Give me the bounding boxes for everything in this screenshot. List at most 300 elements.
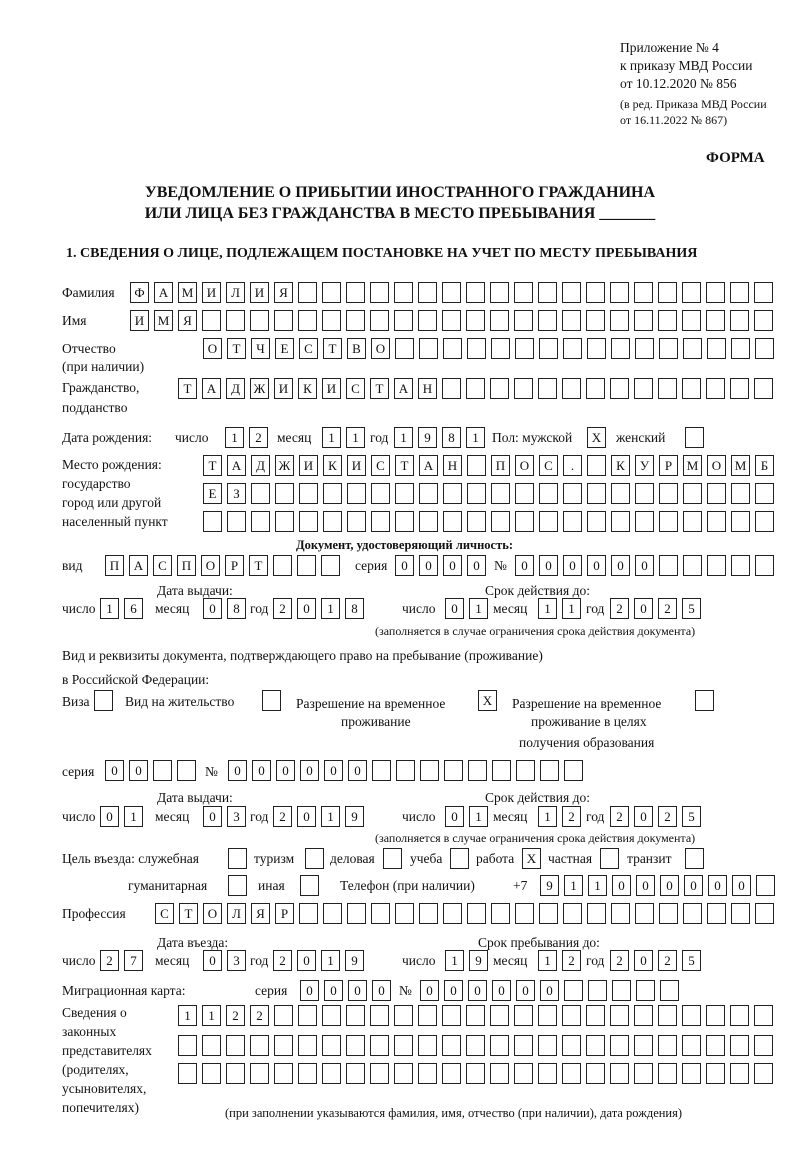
field-name-cell[interactable]	[298, 310, 317, 331]
field-citizenship-cell[interactable]: Ж	[250, 378, 269, 399]
field-name-cell[interactable]	[730, 310, 749, 331]
field-phone-cell[interactable]: 1	[588, 875, 607, 896]
field-birth-place2-cell[interactable]	[371, 483, 390, 504]
field-birth-place1-cell[interactable]: С	[539, 455, 558, 476]
field-birth-place2-cell[interactable]	[635, 483, 654, 504]
field-p-tourism-cell[interactable]	[305, 848, 324, 869]
field-citizenship-cell[interactable]: А	[394, 378, 413, 399]
field-mc-series-cell[interactable]: 0	[324, 980, 343, 1001]
field-mc-number-cell[interactable]	[588, 980, 607, 1001]
field-right-issue-year-cell[interactable]: 1	[321, 806, 340, 827]
field-patronymic-cell[interactable]: Т	[323, 338, 342, 359]
field-right-number-cell[interactable]: 0	[348, 760, 367, 781]
field-doc-number-cell[interactable]: 0	[563, 555, 582, 576]
field-patronymic-cell[interactable]	[707, 338, 726, 359]
field-doc-issue-year-cell[interactable]: 0	[297, 598, 316, 619]
field-stay-year-cell[interactable]: 0	[634, 950, 653, 971]
field-birth-place1-cell[interactable]: Т	[203, 455, 222, 476]
field-birth-place1-cell[interactable]: Р	[659, 455, 678, 476]
field-reps1-cell[interactable]	[682, 1005, 701, 1026]
field-reps3-cell[interactable]	[706, 1063, 725, 1084]
field-patronymic-cell[interactable]	[467, 338, 486, 359]
field-profession-cell[interactable]: Я	[251, 903, 270, 924]
field-birth-place2-cell[interactable]	[275, 483, 294, 504]
field-birth-place3-cell[interactable]	[755, 511, 774, 532]
field-profession-cell[interactable]	[635, 903, 654, 924]
field-reps2-cell[interactable]	[418, 1035, 437, 1056]
field-surname-cell[interactable]	[538, 282, 557, 303]
field-entry-year-cell[interactable]: 0	[297, 950, 316, 971]
field-reps2-cell[interactable]	[490, 1035, 509, 1056]
field-doc-kind-cell[interactable]: Т	[249, 555, 268, 576]
field-reps2-cell[interactable]	[298, 1035, 317, 1056]
field-name-cell[interactable]	[682, 310, 701, 331]
field-patronymic-cell[interactable]: С	[299, 338, 318, 359]
field-birth-place1-cell[interactable]: М	[683, 455, 702, 476]
field-reps3-cell[interactable]	[490, 1063, 509, 1084]
field-surname-cell[interactable]	[514, 282, 533, 303]
field-reps3-cell[interactable]	[274, 1063, 293, 1084]
field-reps1-cell[interactable]	[634, 1005, 653, 1026]
field-name-cell[interactable]	[562, 310, 581, 331]
field-citizenship-cell[interactable]: И	[274, 378, 293, 399]
field-surname-cell[interactable]	[562, 282, 581, 303]
field-doc-issue-year-cell[interactable]: 2	[273, 598, 292, 619]
field-stay-month-cell[interactable]: 2	[562, 950, 581, 971]
field-profession-cell[interactable]	[371, 903, 390, 924]
field-stay-day-cell[interactable]: 9	[469, 950, 488, 971]
field-name-cell[interactable]	[586, 310, 605, 331]
field-name-cell[interactable]	[394, 310, 413, 331]
field-doc-issue-month-cell[interactable]: 8	[227, 598, 246, 619]
field-birth-place3-cell[interactable]	[635, 511, 654, 532]
field-profession-cell[interactable]	[515, 903, 534, 924]
field-citizenship-cell[interactable]	[586, 378, 605, 399]
field-reps2-cell[interactable]	[730, 1035, 749, 1056]
field-reps1-cell[interactable]: 2	[250, 1005, 269, 1026]
field-reps1-cell[interactable]	[490, 1005, 509, 1026]
field-p-other-cell[interactable]	[300, 875, 319, 896]
field-doc-number-cell[interactable]	[683, 555, 702, 576]
field-surname-cell[interactable]	[346, 282, 365, 303]
field-name-cell[interactable]	[202, 310, 221, 331]
field-reps2-cell[interactable]	[394, 1035, 413, 1056]
field-surname-cell[interactable]: Ф	[130, 282, 149, 303]
field-right-number-cell[interactable]: 0	[324, 760, 343, 781]
field-patronymic-cell[interactable]	[635, 338, 654, 359]
field-mc-number-cell[interactable]: 0	[540, 980, 559, 1001]
field-stay-year-cell[interactable]: 5	[682, 950, 701, 971]
field-doc-number-cell[interactable]: 0	[611, 555, 630, 576]
field-reps3-cell[interactable]	[730, 1063, 749, 1084]
field-birth-year-cell[interactable]: 9	[418, 427, 437, 448]
field-reps1-cell[interactable]: 1	[178, 1005, 197, 1026]
field-right-number-cell[interactable]	[372, 760, 391, 781]
field-reps1-cell[interactable]	[562, 1005, 581, 1026]
field-reps2-cell[interactable]	[274, 1035, 293, 1056]
field-reps2-cell[interactable]	[178, 1035, 197, 1056]
field-birth-place3-cell[interactable]	[515, 511, 534, 532]
field-reps1-cell[interactable]	[658, 1005, 677, 1026]
field-reps1-cell[interactable]	[298, 1005, 317, 1026]
field-birth-place2-cell[interactable]	[467, 483, 486, 504]
field-profession-cell[interactable]	[347, 903, 366, 924]
field-birth-place3-cell[interactable]	[659, 511, 678, 532]
field-reps2-cell[interactable]	[250, 1035, 269, 1056]
field-reps2-cell[interactable]	[322, 1035, 341, 1056]
field-right-issue-month-cell[interactable]: 0	[203, 806, 222, 827]
field-patronymic-cell[interactable]: Ч	[251, 338, 270, 359]
field-citizenship-cell[interactable]: Т	[370, 378, 389, 399]
field-right-issue-year-cell[interactable]: 9	[345, 806, 364, 827]
field-reps1-cell[interactable]	[514, 1005, 533, 1026]
field-right-number-cell[interactable]	[420, 760, 439, 781]
field-reps2-cell[interactable]	[754, 1035, 773, 1056]
field-doc-valid-day-cell[interactable]: 1	[469, 598, 488, 619]
field-right-valid-year-cell[interactable]: 2	[658, 806, 677, 827]
field-doc-series-cell[interactable]: 0	[395, 555, 414, 576]
field-surname-cell[interactable]	[682, 282, 701, 303]
field-mc-number-cell[interactable]: 0	[516, 980, 535, 1001]
field-patronymic-cell[interactable]	[563, 338, 582, 359]
field-right-valid-year-cell[interactable]: 0	[634, 806, 653, 827]
field-reps2-cell[interactable]	[514, 1035, 533, 1056]
field-doc-number-cell[interactable]: 0	[539, 555, 558, 576]
field-p-humanitarian-cell[interactable]	[228, 875, 247, 896]
field-name-cell[interactable]	[706, 310, 725, 331]
field-birth-place3-cell[interactable]	[395, 511, 414, 532]
field-birth-place1-cell[interactable]: .	[563, 455, 582, 476]
field-phone-cell[interactable]: 0	[636, 875, 655, 896]
field-right-issue-day-cell[interactable]: 1	[124, 806, 143, 827]
field-birth-place1-cell[interactable]: У	[635, 455, 654, 476]
field-reps3-cell[interactable]	[610, 1063, 629, 1084]
field-birth-place3-cell[interactable]	[491, 511, 510, 532]
field-profession-cell[interactable]: С	[155, 903, 174, 924]
field-right-valid-month-cell[interactable]: 1	[538, 806, 557, 827]
field-right-issue-month-cell[interactable]: 3	[227, 806, 246, 827]
field-doc-kind-cell[interactable]: А	[129, 555, 148, 576]
field-reps1-cell[interactable]	[466, 1005, 485, 1026]
field-profession-cell[interactable]	[539, 903, 558, 924]
field-birth-place2-cell[interactable]	[395, 483, 414, 504]
field-birth-place3-cell[interactable]	[683, 511, 702, 532]
field-reps3-cell[interactable]	[682, 1063, 701, 1084]
field-surname-cell[interactable]	[754, 282, 773, 303]
field-reps2-cell[interactable]	[202, 1035, 221, 1056]
field-birth-place2-cell[interactable]	[587, 483, 606, 504]
field-birth-place1-cell[interactable]: О	[515, 455, 534, 476]
field-reps1-cell[interactable]	[610, 1005, 629, 1026]
field-right-issue-year-cell[interactable]: 2	[273, 806, 292, 827]
field-mc-number-cell[interactable]	[636, 980, 655, 1001]
field-entry-day-cell[interactable]: 7	[124, 950, 143, 971]
field-right-series-cell[interactable]: 0	[105, 760, 124, 781]
field-name-cell[interactable]	[634, 310, 653, 331]
field-reps2-cell[interactable]	[346, 1035, 365, 1056]
field-doc-kind-cell[interactable]: Р	[225, 555, 244, 576]
field-birth-place2-cell[interactable]	[251, 483, 270, 504]
field-birth-place2-cell[interactable]	[539, 483, 558, 504]
field-mc-number-cell[interactable]: 0	[492, 980, 511, 1001]
field-reps3-cell[interactable]	[754, 1063, 773, 1084]
field-birth-place2-cell[interactable]	[323, 483, 342, 504]
field-right-series-cell[interactable]	[177, 760, 196, 781]
field-citizenship-cell[interactable]	[538, 378, 557, 399]
field-reps2-cell[interactable]	[226, 1035, 245, 1056]
field-doc-series-cell[interactable]: 0	[443, 555, 462, 576]
field-reps2-cell[interactable]	[466, 1035, 485, 1056]
field-right-number-cell[interactable]	[444, 760, 463, 781]
field-citizenship-cell[interactable]: К	[298, 378, 317, 399]
field-citizenship-cell[interactable]	[466, 378, 485, 399]
field-reps2-cell[interactable]	[634, 1035, 653, 1056]
field-birth-place3-cell[interactable]	[323, 511, 342, 532]
field-doc-number-cell[interactable]: 0	[515, 555, 534, 576]
field-reps3-cell[interactable]	[394, 1063, 413, 1084]
field-phone-cell[interactable]: 9	[540, 875, 559, 896]
field-birth-place3-cell[interactable]	[371, 511, 390, 532]
field-name-cell[interactable]	[754, 310, 773, 331]
field-p-service-cell[interactable]	[228, 848, 247, 869]
field-doc-kind-cell[interactable]	[273, 555, 292, 576]
field-birth-place3-cell[interactable]	[227, 511, 246, 532]
field-doc-valid-year-cell[interactable]: 2	[658, 598, 677, 619]
field-profession-cell[interactable]	[395, 903, 414, 924]
field-surname-cell[interactable]: Л	[226, 282, 245, 303]
field-birth-place2-cell[interactable]	[611, 483, 630, 504]
field-patronymic-cell[interactable]	[491, 338, 510, 359]
field-doc-number-cell[interactable]	[731, 555, 750, 576]
field-reps1-cell[interactable]	[586, 1005, 605, 1026]
field-name-cell[interactable]: И	[130, 310, 149, 331]
field-phone-cell[interactable]: 0	[660, 875, 679, 896]
field-reps3-cell[interactable]	[586, 1063, 605, 1084]
field-surname-cell[interactable]	[634, 282, 653, 303]
field-stay-year-cell[interactable]: 2	[658, 950, 677, 971]
field-birth-month-cell[interactable]: 1	[346, 427, 365, 448]
field-name-cell[interactable]: М	[154, 310, 173, 331]
field-name-cell[interactable]: Я	[178, 310, 197, 331]
field-surname-cell[interactable]: М	[178, 282, 197, 303]
field-birth-place3-cell[interactable]	[539, 511, 558, 532]
field-name-cell[interactable]	[370, 310, 389, 331]
field-profession-cell[interactable]	[491, 903, 510, 924]
field-birth-place3-cell[interactable]	[275, 511, 294, 532]
field-doc-valid-year-cell[interactable]: 0	[634, 598, 653, 619]
field-entry-year-cell[interactable]: 9	[345, 950, 364, 971]
field-doc-issue-day-cell[interactable]: 6	[124, 598, 143, 619]
field-right-issue-day-cell[interactable]: 0	[100, 806, 119, 827]
field-right-valid-month-cell[interactable]: 2	[562, 806, 581, 827]
field-birth-place3-cell[interactable]	[707, 511, 726, 532]
field-right-valid-year-cell[interactable]: 2	[610, 806, 629, 827]
field-surname-cell[interactable]	[610, 282, 629, 303]
field-citizenship-cell[interactable]: С	[346, 378, 365, 399]
field-right-number-cell[interactable]	[492, 760, 511, 781]
field-birth-place1-cell[interactable]: П	[491, 455, 510, 476]
field-name-cell[interactable]	[658, 310, 677, 331]
field-surname-cell[interactable]: Я	[274, 282, 293, 303]
field-surname-cell[interactable]	[418, 282, 437, 303]
field-birth-year-cell[interactable]: 8	[442, 427, 461, 448]
field-surname-cell[interactable]	[466, 282, 485, 303]
field-citizenship-cell[interactable]: Д	[226, 378, 245, 399]
field-birth-place1-cell[interactable]: И	[347, 455, 366, 476]
field-doc-issue-day-cell[interactable]: 1	[100, 598, 119, 619]
field-doc-number-cell[interactable]	[659, 555, 678, 576]
field-mc-number-cell[interactable]: 0	[420, 980, 439, 1001]
field-birth-day-cell[interactable]: 2	[249, 427, 268, 448]
field-birth-place1-cell[interactable]: А	[419, 455, 438, 476]
field-patronymic-cell[interactable]	[395, 338, 414, 359]
field-doc-kind-cell[interactable]: П	[177, 555, 196, 576]
field-citizenship-cell[interactable]	[514, 378, 533, 399]
field-birth-place2-cell[interactable]	[491, 483, 510, 504]
field-name-cell[interactable]	[322, 310, 341, 331]
field-p-private-cell[interactable]	[600, 848, 619, 869]
field-surname-cell[interactable]	[394, 282, 413, 303]
field-right-series-cell[interactable]	[153, 760, 172, 781]
field-reps2-cell[interactable]	[442, 1035, 461, 1056]
field-patronymic-cell[interactable]	[443, 338, 462, 359]
field-right-number-cell[interactable]	[516, 760, 535, 781]
field-reps2-cell[interactable]	[682, 1035, 701, 1056]
field-reps1-cell[interactable]	[394, 1005, 413, 1026]
field-mc-number-cell[interactable]	[612, 980, 631, 1001]
field-profession-cell[interactable]: Р	[275, 903, 294, 924]
field-surname-cell[interactable]	[322, 282, 341, 303]
field-phone-cell[interactable]: 0	[684, 875, 703, 896]
field-entry-year-cell[interactable]: 2	[273, 950, 292, 971]
field-entry-year-cell[interactable]: 1	[321, 950, 340, 971]
field-doc-kind-cell[interactable]	[321, 555, 340, 576]
field-p-study-cell[interactable]	[450, 848, 469, 869]
field-birth-place2-cell[interactable]	[515, 483, 534, 504]
field-birth-place3-cell[interactable]	[419, 511, 438, 532]
field-birth-place1-cell[interactable]: М	[731, 455, 750, 476]
field-patronymic-cell[interactable]	[515, 338, 534, 359]
field-reps2-cell[interactable]	[562, 1035, 581, 1056]
field-citizenship-cell[interactable]: А	[202, 378, 221, 399]
field-patronymic-cell[interactable]: Т	[227, 338, 246, 359]
field-reps1-cell[interactable]	[442, 1005, 461, 1026]
field-birth-place3-cell[interactable]	[563, 511, 582, 532]
field-reps1-cell[interactable]: 2	[226, 1005, 245, 1026]
field-phone-cell[interactable]: 0	[708, 875, 727, 896]
field-birth-place1-cell[interactable]: С	[371, 455, 390, 476]
field-surname-cell[interactable]	[706, 282, 725, 303]
field-birth-place1-cell[interactable]: И	[299, 455, 318, 476]
field-citizenship-cell[interactable]	[658, 378, 677, 399]
field-edu-residence-cell[interactable]	[695, 690, 714, 711]
field-citizenship-cell[interactable]	[754, 378, 773, 399]
field-p-work-cell[interactable]: X	[522, 848, 541, 869]
field-doc-valid-day-cell[interactable]: 0	[445, 598, 464, 619]
field-birth-place1-cell[interactable]: К	[323, 455, 342, 476]
field-doc-kind-cell[interactable]: П	[105, 555, 124, 576]
field-profession-cell[interactable]	[299, 903, 318, 924]
field-reps3-cell[interactable]	[370, 1063, 389, 1084]
field-reps3-cell[interactable]	[226, 1063, 245, 1084]
field-birth-place3-cell[interactable]	[443, 511, 462, 532]
field-doc-issue-year-cell[interactable]: 8	[345, 598, 364, 619]
field-citizenship-cell[interactable]	[610, 378, 629, 399]
field-patronymic-cell[interactable]	[587, 338, 606, 359]
field-mc-number-cell[interactable]	[660, 980, 679, 1001]
field-citizenship-cell[interactable]: И	[322, 378, 341, 399]
field-birth-place2-cell[interactable]: Е	[203, 483, 222, 504]
field-reps3-cell[interactable]	[418, 1063, 437, 1084]
field-right-number-cell[interactable]: 0	[276, 760, 295, 781]
field-name-cell[interactable]	[610, 310, 629, 331]
field-doc-kind-cell[interactable]: С	[153, 555, 172, 576]
field-patronymic-cell[interactable]: О	[203, 338, 222, 359]
field-profession-cell[interactable]: О	[203, 903, 222, 924]
field-citizenship-cell[interactable]	[706, 378, 725, 399]
field-citizenship-cell[interactable]	[682, 378, 701, 399]
field-reps1-cell[interactable]	[706, 1005, 725, 1026]
field-reps2-cell[interactable]	[658, 1035, 677, 1056]
field-reps3-cell[interactable]	[250, 1063, 269, 1084]
field-phone-cell[interactable]	[756, 875, 775, 896]
field-reps1-cell[interactable]	[418, 1005, 437, 1026]
field-birth-place2-cell[interactable]	[563, 483, 582, 504]
field-surname-cell[interactable]: А	[154, 282, 173, 303]
field-profession-cell[interactable]: Л	[227, 903, 246, 924]
field-stay-year-cell[interactable]: 2	[610, 950, 629, 971]
field-patronymic-cell[interactable]	[611, 338, 630, 359]
field-reps3-cell[interactable]	[538, 1063, 557, 1084]
field-doc-number-cell[interactable]	[755, 555, 774, 576]
field-patronymic-cell[interactable]	[731, 338, 750, 359]
field-entry-month-cell[interactable]: 3	[227, 950, 246, 971]
field-reps3-cell[interactable]	[202, 1063, 221, 1084]
field-birth-place1-cell[interactable]: Н	[443, 455, 462, 476]
field-reps2-cell[interactable]	[370, 1035, 389, 1056]
field-citizenship-cell[interactable]: Т	[178, 378, 197, 399]
field-doc-issue-month-cell[interactable]: 0	[203, 598, 222, 619]
field-temp-residence-cell[interactable]: X	[478, 690, 497, 711]
field-profession-cell[interactable]	[467, 903, 486, 924]
field-birth-day-cell[interactable]: 1	[225, 427, 244, 448]
field-birth-year-cell[interactable]: 1	[466, 427, 485, 448]
field-surname-cell[interactable]	[490, 282, 509, 303]
field-phone-cell[interactable]: 1	[564, 875, 583, 896]
field-profession-cell[interactable]	[683, 903, 702, 924]
field-birth-month-cell[interactable]: 1	[322, 427, 341, 448]
field-profession-cell[interactable]	[707, 903, 726, 924]
field-birth-place1-cell[interactable]: О	[707, 455, 726, 476]
field-doc-valid-month-cell[interactable]: 1	[562, 598, 581, 619]
field-reps3-cell[interactable]	[442, 1063, 461, 1084]
field-name-cell[interactable]	[250, 310, 269, 331]
field-doc-valid-month-cell[interactable]: 1	[538, 598, 557, 619]
field-birth-place1-cell[interactable]: Ж	[275, 455, 294, 476]
field-patronymic-cell[interactable]: Е	[275, 338, 294, 359]
field-right-number-cell[interactable]	[564, 760, 583, 781]
field-patronymic-cell[interactable]: О	[371, 338, 390, 359]
field-birth-place1-cell[interactable]: А	[227, 455, 246, 476]
field-surname-cell[interactable]: И	[250, 282, 269, 303]
field-mc-series-cell[interactable]: 0	[348, 980, 367, 1001]
field-reps1-cell[interactable]: 1	[202, 1005, 221, 1026]
field-reps3-cell[interactable]	[658, 1063, 677, 1084]
field-birth-place3-cell[interactable]	[347, 511, 366, 532]
field-right-number-cell[interactable]	[396, 760, 415, 781]
field-birth-place3-cell[interactable]	[731, 511, 750, 532]
field-name-cell[interactable]	[226, 310, 245, 331]
